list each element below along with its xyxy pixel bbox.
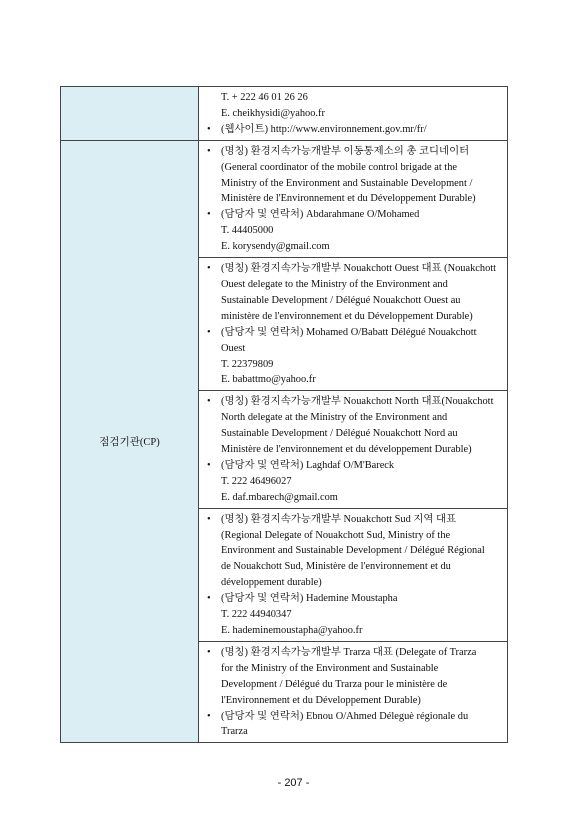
bullet-icon: • [207,593,211,605]
content-cell [199,258,508,391]
bullet-icon: • [207,209,211,221]
text-line: North delegate at the Ministry of the Environment and [221,412,448,424]
text-line: de Nouakchott Sud, Ministère de l'environnement et du [221,561,451,573]
text-line: Sustainable Development / Délégué Nouakchott Ouest au [221,294,461,306]
list-item [205,591,503,639]
contact-line [205,90,503,106]
text-line: (명칭) 환경지속가능개발부 Nouakchott Ouest 대표 (Nouakchott [221,263,497,275]
text-line: T. 222 46496027 [221,475,292,487]
phone-line: T. + 222 46 01 26 26 [221,92,308,103]
text-line: l'Environnement et du Développement Durable) [221,694,421,706]
text-line: Ministère de l'Environnement et du Développement Durable) [221,193,476,205]
bullet-icon: • [207,263,211,275]
text-line: développement durable) [221,577,322,589]
list-item [205,207,503,255]
text-line: T. 222 44940347 [221,609,292,621]
text-line: Ministry of the Environment and Sustainable Development / [221,177,473,189]
bullet-icon: • [207,459,211,471]
content-cell [199,641,508,742]
text-line: E. korysendy@gmail.com [221,241,330,253]
bullet-icon: • [207,710,211,722]
text-line: (Regional Delegate of Nouakchott Sud, Ministry of the [221,529,451,541]
text-line: E. babattmo@yahoo.fr [221,374,316,386]
table-row [61,87,508,141]
text-line: Ouest [221,342,246,354]
bullet-icon: • [207,145,211,157]
email-line: E. cheikhysidi@yahoo.fr [221,107,325,119]
list-item [205,645,503,709]
text-line: Development / Délégué du Trarza pour le ministère de [221,678,448,690]
text-line: E. daf.mbarech@gmail.com [221,491,338,503]
text-line: (담당자 및 연락처) Mohamed O/Babatt Délégué Nouakchott [221,326,477,338]
contact-table [60,86,508,743]
inspection-agency-label: 점검기관(CP) [99,437,160,449]
text-line: (담당자 및 연락처) Laghdaf O/M'Bareck [221,459,395,471]
text-line: (명칭) 환경지속가능개발부 Nouakchott Sud 지역 대표 [221,513,457,525]
content-cell [199,87,508,141]
bullet-icon: • [207,396,211,408]
bullet-icon: • [207,123,211,135]
label-cell-empty [61,87,199,141]
text-line: T. 44405000 [221,225,274,237]
text-line: Sustainable Development / Délégué Nouakchott Nord au [221,428,458,440]
contact-line [205,106,503,122]
text-line: Ministère de l'environnement et du développement Durable) [221,444,472,456]
text-line: (담당자 및 연락처) Ebnou O/Ahmed Déleguè régionale du [221,710,469,722]
bullet-icon: • [207,513,211,525]
list-item [205,261,503,325]
text-line: E. hademinemoustapha@yahoo.fr [221,625,363,636]
page-number: - 207 - [277,777,310,789]
text-line: (담당자 및 연락처) Abdarahmane O/Mohamed [221,209,420,221]
text-line: (General coordinator of the mobile control brigade at the [221,161,458,173]
text-line: ministère de l'environnement et du Développement Durable) [221,310,473,322]
label-cell [61,140,199,743]
text-line: (명칭) 환경지속가능개발부 Nouakchott North 대표(Nouakchott [221,396,494,408]
bullet-icon: • [207,326,211,338]
list-item [205,394,503,458]
list-item [205,144,503,208]
list-item [205,458,503,506]
list-item [205,709,503,741]
list-item [205,512,503,592]
text-line: (담당자 및 연락처) Hademine Moustapha [221,593,398,605]
text-line: Environment and Sustainable Development / Délégué Régional [221,545,485,557]
text-line: (명칭) 환경지속가능개발부 Trarza 대표 (Delegate of Trarza [221,646,477,658]
bullet-icon: • [207,646,211,658]
website-line: (웹사이트) http://www.environnement.gov.mr/fr/ [221,123,427,135]
list-item [205,325,503,389]
website-entry [205,122,503,138]
content-cell [199,508,508,641]
text-line: Trarza [221,726,248,738]
text-line: T. 22379809 [221,358,274,370]
table-row [61,140,508,257]
content-cell [199,140,508,257]
text-line: Ouest delegate to the Ministry of the Environment and [221,278,448,290]
content-cell [199,391,508,508]
text-line: (명칭) 환경지속가능개발부 이동통제소의 총 코디네이터 [221,145,470,157]
text-line: for the Ministry of the Environment and Sustainable [221,662,439,674]
